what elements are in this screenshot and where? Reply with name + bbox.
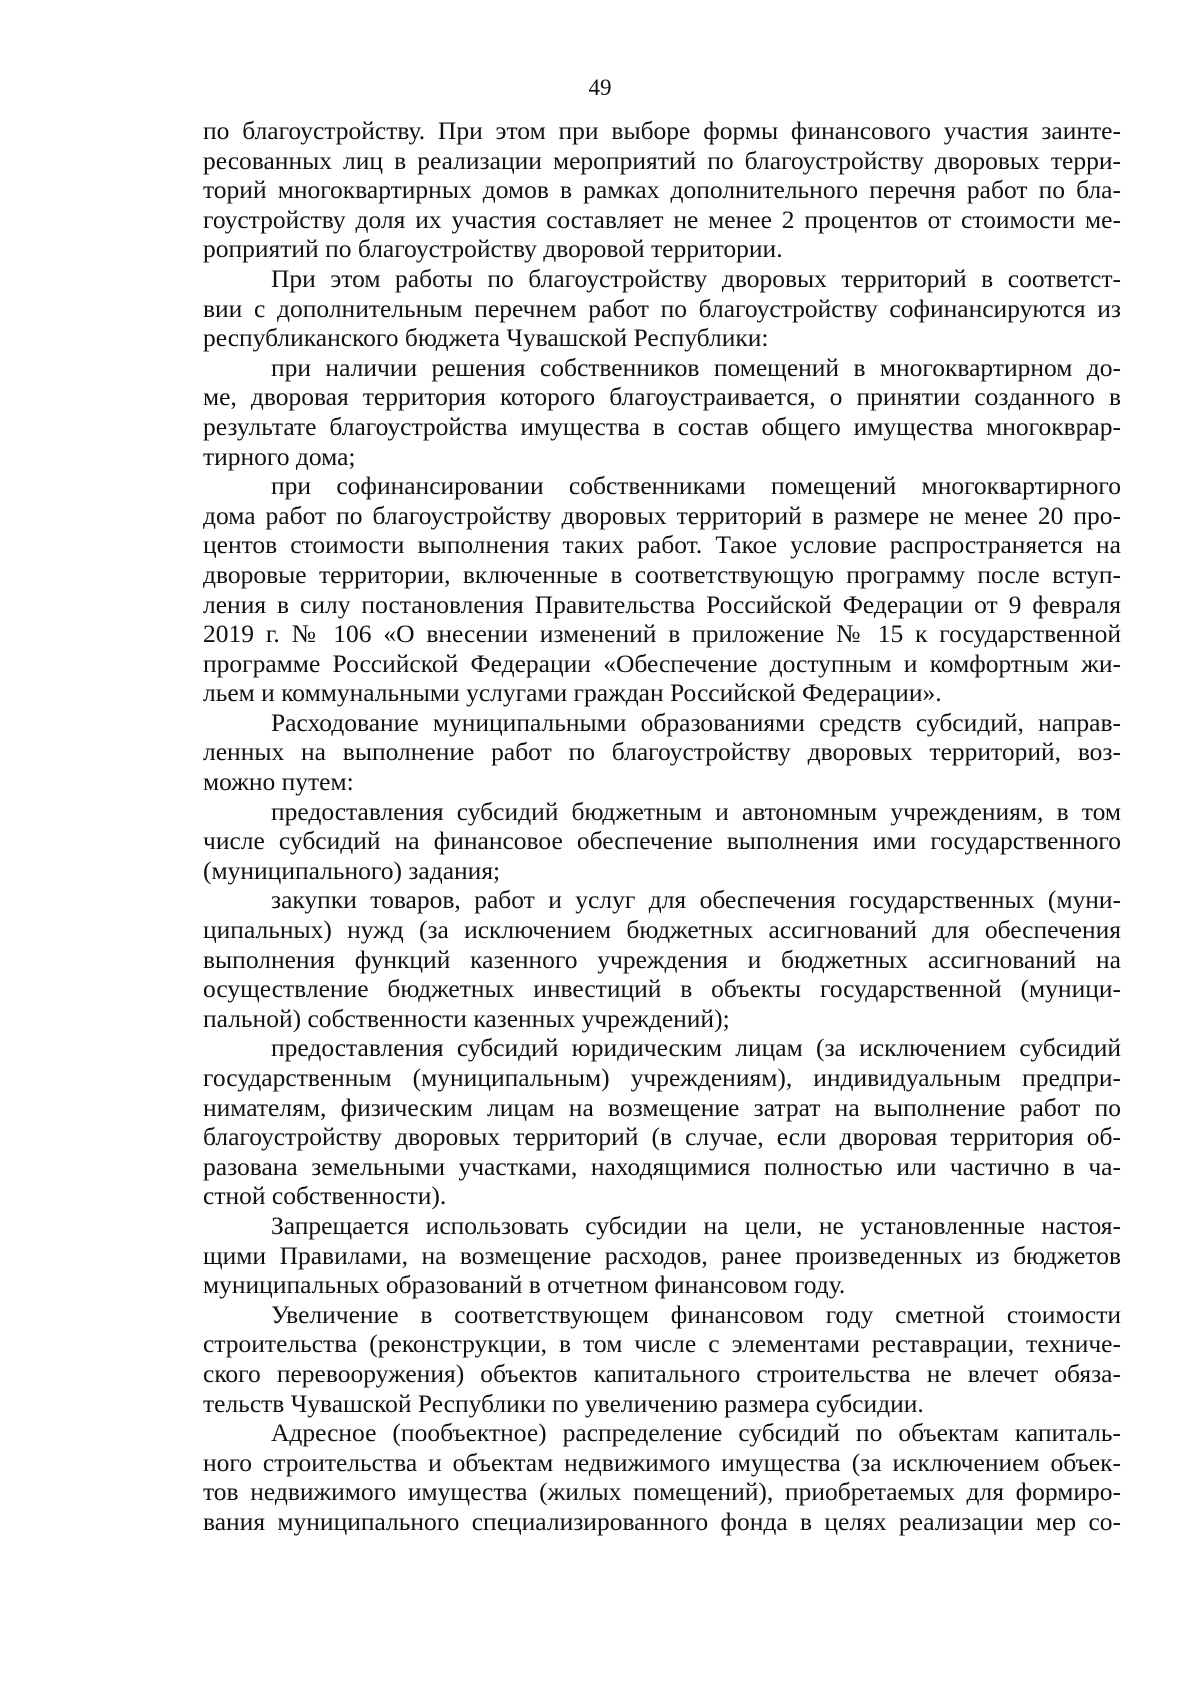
paragraph-p1 <box>203 116 1121 264</box>
text-line: стной собственности). <box>203 1181 447 1211</box>
text-line: тов недвижимого имущества (жилых помещений), приобретаемых для формиро- <box>203 1477 1121 1507</box>
text-line: разована земельными участками, находящимися полностью или частично в ча- <box>203 1151 1121 1181</box>
paragraph-p3 <box>203 353 1121 471</box>
text-line: при софинансировании собственниками помещений многоквартирного <box>271 471 1121 501</box>
text-line: Расходование муниципальными образованиями средств субсидий, направ- <box>271 707 1121 737</box>
text-line: щими Правилами, на возмещение расходов, ранее произведенных из бюджетов <box>203 1240 1121 1270</box>
text-line: роприятий по благоустройству дворовой территории. <box>203 234 783 264</box>
text-line: при наличии решения собственников помещений в многоквартирном до- <box>271 352 1121 382</box>
text-line: ме, дворовая территория которого благоустраивается, о принятии созданного в <box>203 382 1121 412</box>
text-line: муниципальных образований в отчетном финансовом году. <box>203 1270 846 1300</box>
text-line: вания муниципального специализированного фонда в целях реализации мер со- <box>203 1506 1121 1536</box>
text-line: закупки товаров, работ и услуг для обеспечения государственных (муни- <box>271 885 1121 915</box>
text-line: дома работ по благоустройству дворовых территорий в размере не менее 20 про- <box>203 500 1121 530</box>
text-line: предоставления субсидий юридическим лицам (за исключением субсидий <box>271 1033 1121 1063</box>
page-number: 49 <box>588 75 612 100</box>
text-line: Увеличение в соответствующем финансовом году сметной стоимости <box>271 1299 1121 1329</box>
text-line: При этом работы по благоустройству дворовых территорий в соответст- <box>271 263 1121 293</box>
text-line: дворовые территории, включенные в соответствующую программу после вступ- <box>203 559 1121 589</box>
text-line: тирного дома; <box>203 441 356 471</box>
paragraph-p10 <box>203 1300 1121 1418</box>
text-line: пальной) собственности казенных учреждений); <box>203 1003 730 1033</box>
text-line: результате благоустройства имущества в состав общего имущества многокврар- <box>203 411 1121 441</box>
text-line: торий многоквартирных домов в рамках дополнительного перечня работ по бла- <box>203 175 1121 205</box>
text-line: программе Российской Федерации «Обеспечение доступным и комфортным жи- <box>203 648 1121 678</box>
text-line: благоустройству дворовых территорий (в случае, если дворовая территория об- <box>203 1122 1121 1152</box>
text-line: государственным (муниципальным) учреждениям), индивидуальным предпри- <box>203 1063 1121 1092</box>
text-line: вии с дополнительным перечнем работ по благоустройству софинансируются из <box>203 293 1121 323</box>
text-line: числе субсидий на финансовое обеспечение выполнения ими государственного <box>203 826 1121 856</box>
document-body <box>203 116 1121 1537</box>
text-line: гоустройству доля их участия составляет не менее 2 процентов от стоимости ме- <box>203 204 1121 234</box>
text-line: ресованных лиц в реализации мероприятий по благоустройству дворовых терри- <box>203 145 1121 175</box>
text-line: тельств Чувашской Республики по увеличению размера субсидии. <box>203 1388 924 1418</box>
text-line: ленных на выполнение работ по благоустройству дворовых территорий, воз- <box>203 737 1121 767</box>
text-line: центов стоимости выполнения таких работ. Такое условие распространяется на <box>203 530 1121 560</box>
text-line: можно путем: <box>203 767 354 797</box>
text-line: строительства (реконструкции, в том числе с элементами реставрации, техниче- <box>203 1329 1121 1359</box>
text-line: ского перевооружения) объектов капитального строительства не влечет обяза- <box>203 1358 1121 1388</box>
text-line: ципальных) нужд (за исключением бюджетных ассигнований для обеспечения <box>203 915 1121 945</box>
text-line: республиканского бюджета Чувашской Республики: <box>203 323 769 353</box>
text-line: льем и коммунальными услугами граждан Российской Федерации». <box>203 678 942 708</box>
text-line: выполнения функций казенного учреждения и бюджетных ассигнований на <box>203 944 1121 974</box>
paragraph-p6 <box>203 797 1121 886</box>
text-line: осуществление бюджетных инвестиций в объекты государственной (муници- <box>203 974 1121 1004</box>
text-line: (муниципального) задания; <box>203 855 501 885</box>
paragraph-p9 <box>203 1211 1121 1300</box>
paragraph-p4 <box>203 471 1121 708</box>
paragraph-p11 <box>203 1418 1121 1536</box>
text-line: 2019 г. № 106 «О внесении изменений в приложение № 15 к государственной <box>203 619 1121 649</box>
paragraph-p2 <box>203 264 1121 353</box>
text-line: ного строительства и объектам недвижимого имущества (за исключением объек- <box>203 1447 1121 1477</box>
paragraph-p8 <box>203 1033 1121 1211</box>
paragraph-p7 <box>203 885 1121 1033</box>
text-line: предоставления субсидий бюджетным и автономным учреждениям, в том <box>271 796 1121 826</box>
text-line: Запрещается использовать субсидии на цели, не установленные настоя- <box>271 1210 1121 1240</box>
paragraph-p5 <box>203 708 1121 797</box>
text-line: нимателям, физическим лицам на возмещение затрат на выполнение работ по <box>203 1092 1121 1122</box>
text-line: Адресное (пообъектное) распределение субсидий по объектам капиталь- <box>271 1418 1121 1448</box>
text-line: по благоустройству. При этом при выборе формы финансового участия заинте- <box>203 116 1121 145</box>
text-line: ления в силу постановления Правительства Российской Федерации от 9 февраля <box>203 589 1121 619</box>
